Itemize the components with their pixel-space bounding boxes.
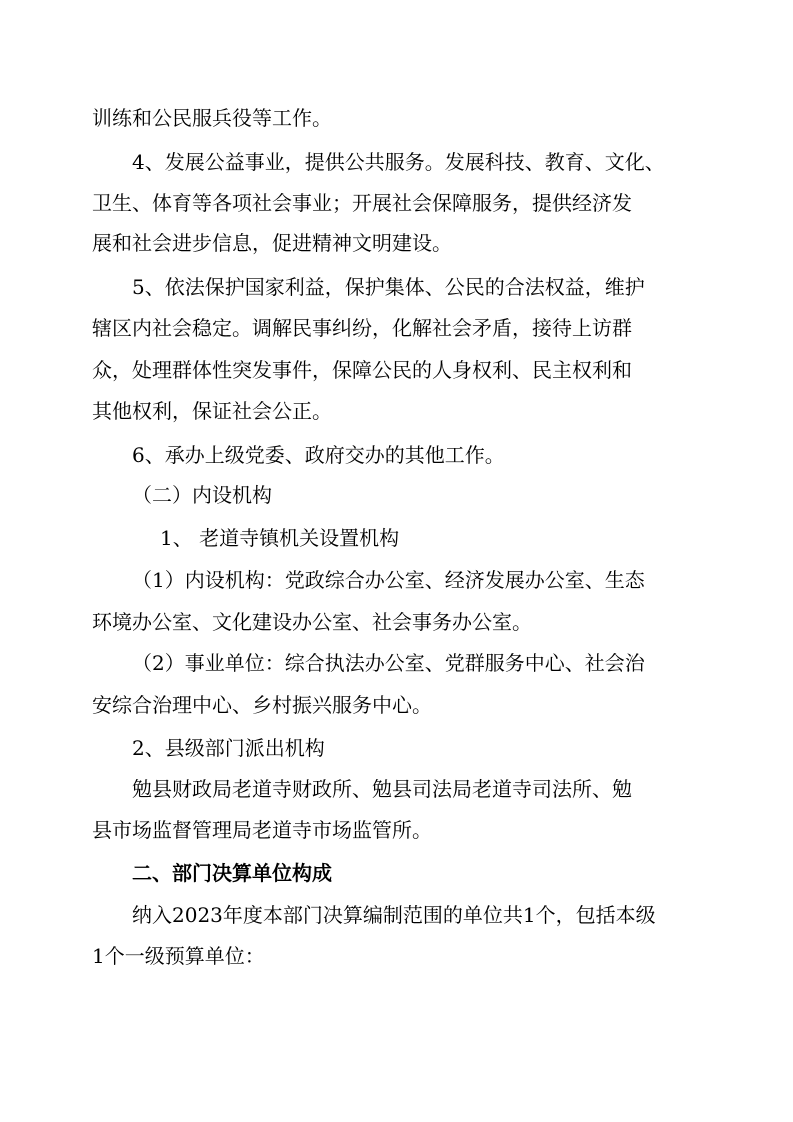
body-text-line: 众，处理群体性突发事件，保障公民的人身权利、民主权利和 xyxy=(92,358,632,382)
body-text-line: 6、承办上级党委、政府交办的其他工作。 xyxy=(132,443,505,467)
body-text-line: （1）内设机构：党政综合办公室、经济发展办公室、生态 xyxy=(132,568,645,592)
body-text-line: 辖区内社会稳定。调解民事纠纷，化解社会矛盾，接待上访群 xyxy=(92,316,632,340)
body-text-line: 训练和公民服兵役等工作。 xyxy=(92,106,332,130)
chapter-heading: 二、部门决算单位构成 xyxy=(132,861,332,885)
body-text-line: 环境办公室、文化建设办公室、社会事务办公室。 xyxy=(92,610,532,634)
body-text-line: 卫生、体育等各项社会事业；开展社会保障服务，提供经济发 xyxy=(92,191,632,215)
body-text-line: 安综合治理中心、乡村振兴服务中心。 xyxy=(92,693,432,717)
body-text-line: 纳入2023年度本部门决算编制范围的单位共1个，包括本级 xyxy=(132,903,656,927)
body-text-line: 其他权利，保证社会公正。 xyxy=(92,399,332,423)
section-heading: （二）内设机构 xyxy=(132,483,272,507)
body-text-line: 4、发展公益事业，提供公共服务。发展科技、教育、文化、 xyxy=(132,150,665,174)
body-text-line: （2）事业单位：综合执法办公室、党群服务中心、社会治 xyxy=(132,651,645,675)
subsection-heading: 2、县级部门派出机构 xyxy=(132,736,325,760)
body-text-line: 1个一级预算单位： xyxy=(92,944,265,968)
body-text-line: 5、依法保护国家利益，保护集体、公民的合法权益，维护 xyxy=(132,275,645,299)
body-text-line: 勉县财政局老道寺财政所、勉县司法局老道寺司法所、勉 xyxy=(132,777,632,801)
subsection-heading: 1、 老道寺镇机关设置机构 xyxy=(160,526,400,550)
body-text-line: 县市场监督管理局老道寺市场监管所。 xyxy=(92,818,432,842)
body-text-line: 展和社会进步信息，促进精神文明建设。 xyxy=(92,231,452,255)
